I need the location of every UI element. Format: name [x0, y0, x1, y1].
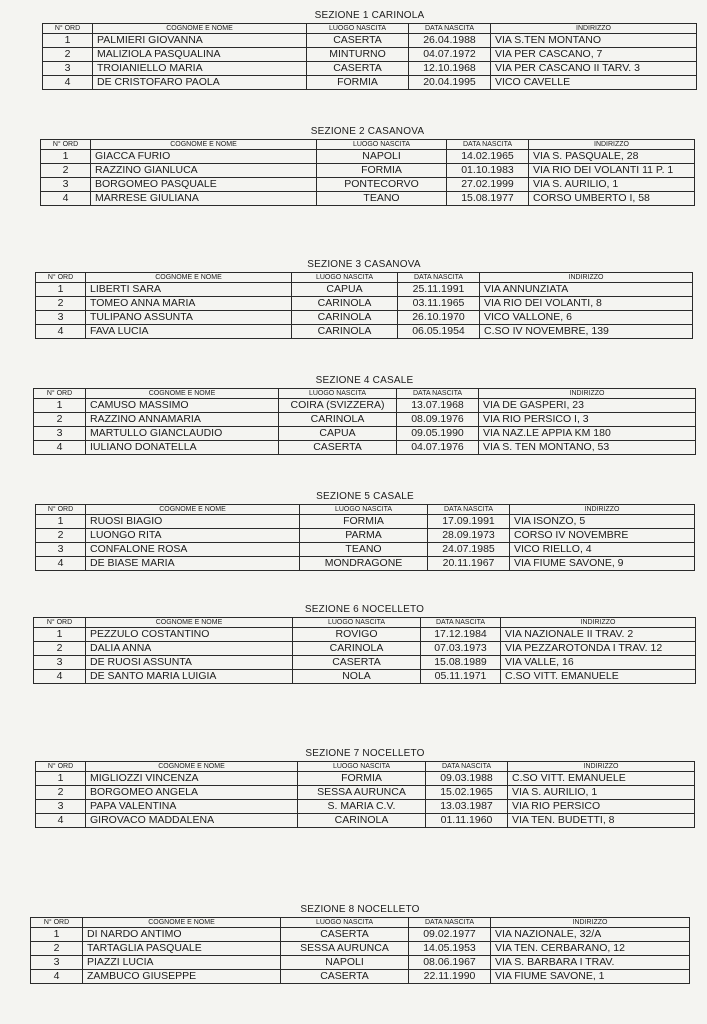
- cell-nome: PALMIERI GIOVANNA: [93, 34, 307, 48]
- cell-ord: 4: [36, 557, 86, 571]
- section-title: SEZIONE 4 CASALE: [315, 375, 414, 386]
- cell-luogo: SESSA AURUNCA: [281, 942, 409, 956]
- cell-ord: 2: [41, 164, 91, 178]
- cell-nome: RAZZINO GIANLUCA: [91, 164, 317, 178]
- cell-nome: MALIZIOLA PASQUALINA: [93, 48, 307, 62]
- voters-table: [33, 388, 696, 455]
- cell-luogo: CASERTA: [307, 34, 409, 48]
- cell-indirizzo: VIA S. BARBARA I TRAV.: [491, 956, 690, 970]
- cell-ord: 3: [43, 62, 93, 76]
- cell-data: 27.02.1999: [447, 178, 529, 192]
- cell-ord: 3: [36, 543, 86, 557]
- cell-luogo: FORMIA: [317, 164, 447, 178]
- section-4: [33, 375, 696, 455]
- cell-indirizzo: VIA PER CASCANO, 7: [491, 48, 697, 62]
- cell-luogo: TEANO: [300, 543, 428, 557]
- cell-ord: 4: [36, 814, 86, 828]
- table-row: [34, 628, 696, 642]
- cell-luogo: CASERTA: [281, 970, 409, 984]
- cell-ord: 1: [41, 150, 91, 164]
- cell-luogo: CASERTA: [307, 62, 409, 76]
- cell-luogo: CARINOLA: [292, 297, 398, 311]
- cell-ord: 4: [31, 970, 83, 984]
- table-row: [36, 311, 693, 325]
- cell-luogo: CAPUA: [292, 283, 398, 297]
- cell-data: 09.03.1988: [426, 772, 508, 786]
- cell-nome: MARRESE GIULIANA: [91, 192, 317, 206]
- cell-luogo: CARINOLA: [279, 413, 397, 427]
- cell-indirizzo: VICO CAVELLE: [491, 76, 697, 90]
- cell-luogo: FORMIA: [307, 76, 409, 90]
- table-row: [34, 441, 696, 455]
- cell-ord: 3: [34, 427, 86, 441]
- cell-indirizzo: VIA NAZIONALE II TRAV. 2: [501, 628, 696, 642]
- table-row: [36, 529, 695, 543]
- cell-data: 08.09.1976: [397, 413, 479, 427]
- cell-indirizzo: C.SO IV NOVEMBRE, 139: [480, 325, 693, 339]
- section-title: SEZIONE 5 CASALE: [316, 491, 414, 502]
- header-indirizzo: INDIRIZZO: [480, 273, 693, 283]
- cell-indirizzo: VICO RIELLO, 4: [510, 543, 695, 557]
- table-header-row: [41, 140, 695, 150]
- cell-indirizzo: CORSO IV NOVEMBRE: [510, 529, 695, 543]
- cell-luogo: PARMA: [300, 529, 428, 543]
- cell-data: 25.11.1991: [398, 283, 480, 297]
- cell-ord: 4: [43, 76, 93, 90]
- cell-luogo: NAPOLI: [317, 150, 447, 164]
- cell-data: 13.03.1987: [426, 800, 508, 814]
- cell-nome: LIBERTI SARA: [86, 283, 292, 297]
- cell-nome: BORGOMEO PASQUALE: [91, 178, 317, 192]
- cell-data: 14.02.1965: [447, 150, 529, 164]
- cell-luogo: CASERTA: [281, 928, 409, 942]
- header-ord: N° ORD: [36, 273, 86, 283]
- table-row: [36, 297, 693, 311]
- table-row: [41, 178, 695, 192]
- header-ord: N° ORD: [41, 140, 91, 150]
- cell-nome: DE RUOSI ASSUNTA: [86, 656, 293, 670]
- cell-luogo: MONDRAGONE: [300, 557, 428, 571]
- table-row: [41, 164, 695, 178]
- cell-luogo: CAPUA: [279, 427, 397, 441]
- cell-luogo: CARINOLA: [298, 814, 426, 828]
- cell-ord: 1: [36, 515, 86, 529]
- cell-indirizzo: C.SO VITT. EMANUELE: [501, 670, 696, 684]
- cell-ord: 3: [41, 178, 91, 192]
- table-row: [34, 399, 696, 413]
- cell-nome: CAMUSO MASSIMO: [86, 399, 279, 413]
- cell-indirizzo: VIA FIUME SAVONE, 1: [491, 970, 690, 984]
- table-header-row: [36, 505, 695, 515]
- voters-table: [30, 917, 690, 984]
- cell-indirizzo: VIA NAZIONALE, 32/A: [491, 928, 690, 942]
- table-row: [36, 557, 695, 571]
- cell-luogo: NAPOLI: [281, 956, 409, 970]
- header-data: DATA NASCITA: [409, 918, 491, 928]
- cell-indirizzo: VIA ISONZO, 5: [510, 515, 695, 529]
- cell-nome: IULIANO DONATELLA: [86, 441, 279, 455]
- cell-nome: CONFALONE ROSA: [86, 543, 300, 557]
- header-ord: N° ORD: [34, 389, 86, 399]
- cell-luogo: COIRA (SVIZZERA): [279, 399, 397, 413]
- cell-indirizzo: VIA TEN. CERBARANO, 12: [491, 942, 690, 956]
- cell-data: 15.08.1989: [421, 656, 501, 670]
- header-luogo: LUOGO NASCITA: [298, 762, 426, 772]
- section-title: SEZIONE 1 CARINOLA: [314, 10, 425, 21]
- cell-indirizzo: VIA S. AURILIO, 1: [508, 786, 695, 800]
- section-6: [33, 604, 696, 684]
- cell-indirizzo: C.SO VITT. EMANUELE: [508, 772, 695, 786]
- cell-luogo: CASERTA: [293, 656, 421, 670]
- cell-indirizzo: VIA RIO PERSICO I, 3: [479, 413, 696, 427]
- header-indirizzo: INDIRIZZO: [508, 762, 695, 772]
- cell-nome: DE SANTO MARIA LUIGIA: [86, 670, 293, 684]
- cell-nome: PEZZULO COSTANTINO: [86, 628, 293, 642]
- cell-luogo: CASERTA: [279, 441, 397, 455]
- cell-luogo: CARINOLA: [292, 311, 398, 325]
- cell-nome: BORGOMEO ANGELA: [86, 786, 298, 800]
- header-luogo: LUOGO NASCITA: [281, 918, 409, 928]
- cell-indirizzo: VIA RIO DEI VOLANTI, 8: [480, 297, 693, 311]
- header-ord: N° ORD: [36, 762, 86, 772]
- section-7: [35, 748, 695, 828]
- cell-nome: GIACCA FURIO: [91, 150, 317, 164]
- cell-luogo: TEANO: [317, 192, 447, 206]
- header-data: DATA NASCITA: [397, 389, 479, 399]
- cell-nome: DI NARDO ANTIMO: [83, 928, 281, 942]
- table-header-row: [34, 389, 696, 399]
- table-header-row: [43, 24, 697, 34]
- table-row: [36, 772, 695, 786]
- header-nome: COGNOME E NOME: [93, 24, 307, 34]
- cell-data: 26.04.1988: [409, 34, 491, 48]
- cell-ord: 3: [36, 311, 86, 325]
- section-2: [40, 126, 695, 206]
- table-row: [43, 62, 697, 76]
- table-header-row: [36, 273, 693, 283]
- voters-table: [35, 272, 693, 339]
- cell-indirizzo: VIA S. PASQUALE, 28: [529, 150, 695, 164]
- cell-ord: 2: [43, 48, 93, 62]
- cell-data: 20.11.1967: [428, 557, 510, 571]
- table-row: [36, 283, 693, 297]
- header-data: DATA NASCITA: [447, 140, 529, 150]
- table-row: [31, 942, 690, 956]
- section-8: [30, 904, 690, 984]
- table-row: [36, 786, 695, 800]
- cell-nome: FAVA LUCIA: [86, 325, 292, 339]
- cell-indirizzo: VIA FIUME SAVONE, 9: [510, 557, 695, 571]
- header-indirizzo: INDIRIZZO: [501, 618, 696, 628]
- header-nome: COGNOME E NOME: [86, 389, 279, 399]
- cell-luogo: CARINOLA: [292, 325, 398, 339]
- cell-data: 26.10.1970: [398, 311, 480, 325]
- header-indirizzo: INDIRIZZO: [491, 24, 697, 34]
- header-nome: COGNOME E NOME: [86, 618, 293, 628]
- header-data: DATA NASCITA: [398, 273, 480, 283]
- table-row: [36, 515, 695, 529]
- voters-table: [42, 23, 697, 90]
- cell-ord: 1: [36, 283, 86, 297]
- cell-indirizzo: VIA S. AURILIO, 1: [529, 178, 695, 192]
- section-title: SEZIONE 6 NOCELLETO: [304, 604, 425, 615]
- cell-ord: 2: [34, 642, 86, 656]
- header-indirizzo: INDIRIZZO: [491, 918, 690, 928]
- header-luogo: LUOGO NASCITA: [293, 618, 421, 628]
- cell-nome: PIAZZI LUCIA: [83, 956, 281, 970]
- cell-nome: MARTULLO GIANCLAUDIO: [86, 427, 279, 441]
- table-row: [43, 76, 697, 90]
- cell-indirizzo: VIA PEZZAROTONDA I TRAV. 12: [501, 642, 696, 656]
- cell-data: 20.04.1995: [409, 76, 491, 90]
- table-row: [31, 956, 690, 970]
- header-data: DATA NASCITA: [421, 618, 501, 628]
- table-row: [34, 413, 696, 427]
- cell-indirizzo: VIA PER CASCANO II TARV. 3: [491, 62, 697, 76]
- cell-ord: 1: [31, 928, 83, 942]
- cell-data: 09.05.1990: [397, 427, 479, 441]
- cell-data: 07.03.1973: [421, 642, 501, 656]
- header-ord: N° ORD: [36, 505, 86, 515]
- cell-ord: 3: [36, 800, 86, 814]
- table-row: [36, 325, 693, 339]
- table-row: [43, 34, 697, 48]
- table-row: [34, 670, 696, 684]
- cell-nome: LUONGO RITA: [86, 529, 300, 543]
- table-row: [34, 642, 696, 656]
- section-1: [42, 10, 697, 90]
- section-5: [35, 491, 695, 571]
- voters-table: [35, 761, 695, 828]
- cell-indirizzo: VICO VALLONE, 6: [480, 311, 693, 325]
- cell-luogo: PONTECORVO: [317, 178, 447, 192]
- cell-nome: DE BIASE MARIA: [86, 557, 300, 571]
- cell-indirizzo: VIA S.TEN MONTANO: [491, 34, 697, 48]
- cell-luogo: FORMIA: [298, 772, 426, 786]
- table-header-row: [36, 762, 695, 772]
- cell-ord: 3: [31, 956, 83, 970]
- cell-indirizzo: VIA NAZ.LE APPIA KM 180: [479, 427, 696, 441]
- section-title: SEZIONE 8 NOCELLETO: [300, 904, 420, 915]
- cell-ord: 2: [36, 297, 86, 311]
- header-data: DATA NASCITA: [426, 762, 508, 772]
- header-luogo: LUOGO NASCITA: [279, 389, 397, 399]
- cell-indirizzo: VIA RIO DEI VOLANTI 11 P. 1: [529, 164, 695, 178]
- cell-data: 12.10.1968: [409, 62, 491, 76]
- cell-ord: 2: [36, 529, 86, 543]
- header-indirizzo: INDIRIZZO: [529, 140, 695, 150]
- cell-indirizzo: VIA VALLE, 16: [501, 656, 696, 670]
- cell-ord: 4: [36, 325, 86, 339]
- header-data: DATA NASCITA: [428, 505, 510, 515]
- header-luogo: LUOGO NASCITA: [307, 24, 409, 34]
- voters-table: [35, 504, 695, 571]
- cell-data: 17.12.1984: [421, 628, 501, 642]
- header-indirizzo: INDIRIZZO: [479, 389, 696, 399]
- cell-nome: ZAMBUCO GIUSEPPE: [83, 970, 281, 984]
- section-title: SEZIONE 2 CASANOVA: [310, 126, 425, 137]
- cell-nome: PAPA VALENTINA: [86, 800, 298, 814]
- voters-table: [40, 139, 695, 206]
- cell-luogo: MINTURNO: [307, 48, 409, 62]
- cell-ord: 1: [43, 34, 93, 48]
- cell-ord: 1: [34, 628, 86, 642]
- voters-table: [33, 617, 696, 684]
- cell-indirizzo: VIA TEN. BUDETTI, 8: [508, 814, 695, 828]
- cell-luogo: ROVIGO: [293, 628, 421, 642]
- cell-nome: MIGLIOZZI VINCENZA: [86, 772, 298, 786]
- cell-nome: TARTAGLIA PASQUALE: [83, 942, 281, 956]
- cell-nome: GIROVACO MADDALENA: [86, 814, 298, 828]
- cell-ord: 2: [34, 413, 86, 427]
- cell-data: 15.08.1977: [447, 192, 529, 206]
- cell-data: 01.11.1960: [426, 814, 508, 828]
- header-luogo: LUOGO NASCITA: [300, 505, 428, 515]
- cell-ord: 4: [34, 441, 86, 455]
- cell-indirizzo: CORSO UMBERTO I, 58: [529, 192, 695, 206]
- section-3: [35, 259, 693, 339]
- cell-nome: TULIPANO ASSUNTA: [86, 311, 292, 325]
- cell-data: 15.02.1965: [426, 786, 508, 800]
- header-indirizzo: INDIRIZZO: [510, 505, 695, 515]
- header-luogo: LUOGO NASCITA: [292, 273, 398, 283]
- cell-ord: 4: [41, 192, 91, 206]
- cell-data: 03.11.1965: [398, 297, 480, 311]
- cell-nome: DALIA ANNA: [86, 642, 293, 656]
- cell-nome: RAZZINO ANNAMARIA: [86, 413, 279, 427]
- cell-data: 05.11.1971: [421, 670, 501, 684]
- cell-data: 09.02.1977: [409, 928, 491, 942]
- section-title: SEZIONE 7 NOCELLETO: [305, 748, 425, 759]
- table-row: [41, 150, 695, 164]
- cell-data: 22.11.1990: [409, 970, 491, 984]
- header-ord: N° ORD: [43, 24, 93, 34]
- cell-data: 04.07.1972: [409, 48, 491, 62]
- header-luogo: LUOGO NASCITA: [317, 140, 447, 150]
- cell-indirizzo: VIA S. TEN MONTANO, 53: [479, 441, 696, 455]
- table-row: [36, 814, 695, 828]
- header-nome: COGNOME E NOME: [91, 140, 317, 150]
- cell-data: 08.06.1967: [409, 956, 491, 970]
- cell-nome: TOMEO ANNA MARIA: [86, 297, 292, 311]
- cell-ord: 2: [36, 786, 86, 800]
- cell-indirizzo: VIA RIO PERSICO: [508, 800, 695, 814]
- cell-luogo: NOLA: [293, 670, 421, 684]
- header-ord: N° ORD: [34, 618, 86, 628]
- table-row: [31, 928, 690, 942]
- header-nome: COGNOME E NOME: [86, 762, 298, 772]
- table-row: [34, 656, 696, 670]
- cell-ord: 2: [31, 942, 83, 956]
- cell-data: 01.10.1983: [447, 164, 529, 178]
- section-title: SEZIONE 3 CASANOVA: [307, 259, 421, 270]
- header-nome: COGNOME E NOME: [83, 918, 281, 928]
- cell-ord: 1: [36, 772, 86, 786]
- cell-indirizzo: VIA ANNUNZIATA: [480, 283, 693, 297]
- cell-data: 06.05.1954: [398, 325, 480, 339]
- cell-luogo: FORMIA: [300, 515, 428, 529]
- cell-indirizzo: VIA DE GASPERI, 23: [479, 399, 696, 413]
- cell-luogo: CARINOLA: [293, 642, 421, 656]
- table-header-row: [31, 918, 690, 928]
- cell-nome: DE CRISTOFARO PAOLA: [93, 76, 307, 90]
- cell-ord: 3: [34, 656, 86, 670]
- cell-data: 14.05.1953: [409, 942, 491, 956]
- table-row: [31, 970, 690, 984]
- table-row: [34, 427, 696, 441]
- cell-luogo: S. MARIA C.V.: [298, 800, 426, 814]
- cell-data: 28.09.1973: [428, 529, 510, 543]
- cell-nome: TROIANIELLO MARIA: [93, 62, 307, 76]
- table-row: [43, 48, 697, 62]
- cell-ord: 1: [34, 399, 86, 413]
- table-row: [36, 543, 695, 557]
- header-ord: N° ORD: [31, 918, 83, 928]
- cell-ord: 4: [34, 670, 86, 684]
- cell-data: 17.09.1991: [428, 515, 510, 529]
- table-header-row: [34, 618, 696, 628]
- cell-data: 13.07.1968: [397, 399, 479, 413]
- cell-data: 04.07.1976: [397, 441, 479, 455]
- table-row: [36, 800, 695, 814]
- cell-data: 24.07.1985: [428, 543, 510, 557]
- cell-luogo: SESSA AURUNCA: [298, 786, 426, 800]
- table-row: [41, 192, 695, 206]
- header-nome: COGNOME E NOME: [86, 273, 292, 283]
- header-data: DATA NASCITA: [409, 24, 491, 34]
- header-nome: COGNOME E NOME: [86, 505, 300, 515]
- cell-nome: RUOSI BIAGIO: [86, 515, 300, 529]
